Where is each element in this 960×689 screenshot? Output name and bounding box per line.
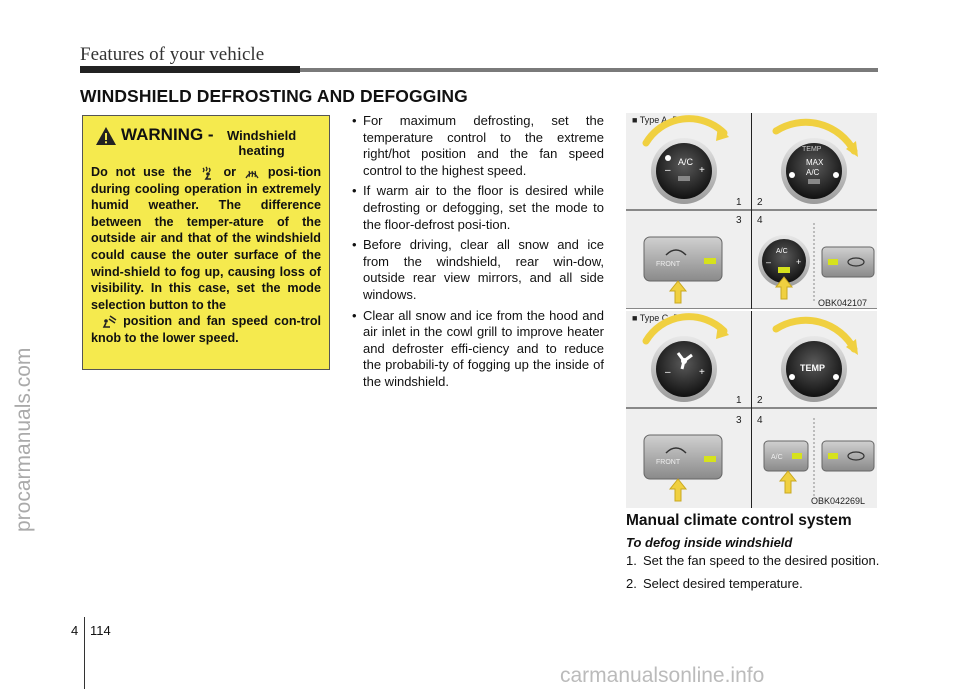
ac-label: A/C [678, 157, 694, 167]
warning-text-2: posi-tion during cooling operation in extremely humid weather. The difference between the temper-ature of the outside air and that of the windshield could cause the outer surface of the wind-shield to fog up, causing loss of visibility. In this case, set the mode selection button to the [91, 165, 322, 312]
temperature-knob-ab [776, 122, 858, 204]
temperature-knob-cd [776, 320, 858, 402]
warning-body [91, 164, 321, 347]
manual-subtitle: To defog inside windshield [626, 535, 793, 550]
warning-text-1: Do not use the [91, 165, 192, 179]
front-defrost-button-ab [644, 237, 722, 303]
svg-text:FRONT: FRONT [656, 459, 681, 466]
step-number: 1. [626, 553, 637, 568]
warning-title: Windshield heating [226, 128, 297, 158]
step-item [626, 576, 880, 593]
section-title: WINDSHIELD DEFROSTING AND DEFOGGING [80, 86, 468, 106]
warning-triangle-icon [95, 126, 117, 146]
code-top: OBK042107 [818, 298, 868, 308]
header-title: Features of your vehicle [80, 44, 265, 65]
footer-divider [84, 617, 85, 689]
fan-speed-knob-ab [646, 119, 729, 204]
warning-label: WARNING - [121, 125, 214, 144]
svg-text:–: – [766, 257, 772, 267]
plus-label: + [699, 165, 705, 176]
fan-icon [665, 155, 671, 161]
bullet-item: • If warm air to the floor is desired while defrosting or defogging, set the mode to the floor-defrost posi-tion. [352, 183, 604, 233]
code-bottom: OBK042269L [811, 496, 866, 506]
svg-text:4: 4 [757, 415, 763, 426]
svg-text:+: + [699, 367, 705, 378]
fan-speed-knob-cd [646, 317, 729, 402]
svg-text:TEMP: TEMP [800, 363, 826, 373]
ac-button-ab [758, 223, 874, 303]
warning-text-or: or [223, 165, 237, 179]
bullet-item: • For maximum defrosting, set the temperature control to the extreme right/hot position and the fan speed control to the highest speed. [352, 113, 604, 179]
number-2: 2 [757, 197, 763, 208]
step-number: 2. [626, 575, 637, 591]
svg-text:+: + [796, 257, 802, 267]
step-text: Select desired temperature. [643, 575, 803, 591]
floor-defrost-mode-icon [101, 315, 117, 329]
max-label: MAX [806, 158, 824, 167]
minus-label: – [665, 165, 671, 176]
number-3: 3 [736, 215, 742, 226]
front-label: FRONT [656, 261, 681, 268]
svg-text:–: – [665, 367, 671, 378]
svg-text:1: 1 [736, 395, 742, 406]
warning-text-3: position and fan speed con-trol knob to the lower speed. [91, 314, 322, 345]
manual-steps [626, 553, 880, 598]
step-item [626, 553, 880, 570]
step-text: Set the fan speed to the desired position. [643, 553, 880, 568]
warning-box [82, 115, 330, 370]
type-ab-label: ■ Type A, B [632, 115, 679, 125]
ac-label: A/C [806, 168, 820, 177]
svg-text:A/C: A/C [771, 454, 783, 461]
warning-header [91, 125, 321, 158]
defrost-icon [244, 166, 260, 180]
header-rule-accent [80, 66, 300, 73]
climate-control-figure [626, 113, 877, 508]
svg-text:2: 2 [757, 395, 763, 406]
bullet-list [352, 113, 604, 395]
climate-control-diagram [626, 113, 877, 508]
svg-text:3: 3 [736, 415, 742, 426]
manual-title: Manual climate control system [626, 512, 852, 529]
ac-button-cd [764, 418, 874, 498]
type-cd-label: ■ Type C, D [632, 313, 680, 323]
floor-defrost-mode-icon [200, 166, 216, 180]
footer-page-number: 114 [90, 623, 111, 638]
number-1: 1 [736, 197, 742, 208]
number-4: 4 [757, 215, 763, 226]
front-defrost-button-cd [644, 435, 722, 501]
watermark-left: procarmanuals.com [12, 347, 35, 532]
watermark-bottom: carmanualsonline.info [560, 664, 765, 687]
footer-chapter: 4 [71, 623, 79, 638]
temp-label: TEMP [802, 146, 822, 153]
bullet-item: • Before driving, clear all snow and ice from the windshield, rear win-dow, outside rear view mirrors, and all side windows. [352, 237, 604, 303]
bullet-item: • Clear all snow and ice from the hood and air inlet in the cowl grill to improve heater and defroster effi-ciency and to reduce the probabili-ty of fogging up the inside of the windshield. [352, 308, 604, 391]
ac-label: A/C [776, 248, 788, 255]
